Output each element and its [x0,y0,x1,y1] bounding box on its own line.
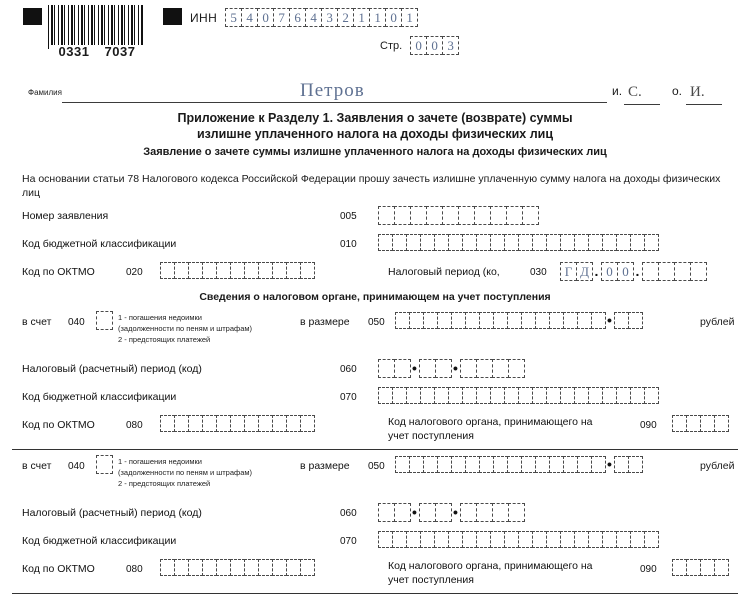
surname-rule [62,102,607,103]
cell[interactable] [630,387,645,404]
cell[interactable]: 1 [353,8,370,27]
cell[interactable] [535,456,550,473]
cell[interactable] [476,234,491,251]
cell[interactable] [476,387,491,404]
cell[interactable] [462,387,477,404]
cell[interactable] [476,531,491,548]
cell[interactable] [506,206,523,225]
section-header: Сведения о налоговом органе, принимающем на учет поступления [199,291,551,303]
cell[interactable] [451,456,466,473]
first-initial-value[interactable]: С. [628,84,642,100]
cell[interactable]: 6 [289,8,306,27]
cell[interactable] [492,503,509,522]
cell[interactable] [630,531,645,548]
barcode-bars [48,5,143,49]
cell[interactable] [490,206,507,225]
kbk-code: 070 [340,392,357,403]
cell[interactable]: 5 [225,8,242,27]
period-input[interactable] [378,503,524,522]
oktmo-label: Код по ОКТМО [22,563,95,575]
first-initial-label: и. [612,84,623,98]
tax-period-top-code: 030 [530,267,547,278]
cell[interactable] [602,531,617,548]
cell[interactable]: 0 [601,262,618,281]
cell-separator: • [607,456,612,472]
cell[interactable] [423,456,438,473]
inn-input[interactable] [225,8,417,27]
account-hint-line2: (задолженности по пеням и штрафам) [118,468,253,477]
cell[interactable] [378,206,395,225]
cell[interactable] [437,456,452,473]
cell-separator: . [594,263,599,279]
cell[interactable] [420,531,435,548]
cell[interactable] [546,387,561,404]
cell[interactable] [216,559,231,576]
authority-label-line2: учет поступления [388,430,474,442]
cell[interactable]: 4 [241,8,258,27]
cell[interactable]: 0 [617,262,634,281]
cell[interactable] [244,262,259,279]
surname-line [0,80,750,106]
cell[interactable] [532,387,547,404]
kbk-input[interactable] [378,531,658,548]
cell[interactable] [465,456,480,473]
kbk-input[interactable] [378,387,658,404]
cell[interactable] [546,531,561,548]
cell[interactable] [560,234,575,251]
oktmo-top-label: Код по ОКТМО [22,266,95,278]
account-purpose-label: в счет [22,460,52,472]
cell[interactable] [286,415,301,432]
cell[interactable] [549,312,564,329]
amount-code: 050 [368,317,385,328]
cell[interactable] [560,531,575,548]
oktmo-code: 080 [126,420,143,431]
cell[interactable] [300,415,315,432]
cell[interactable]: Г [560,262,577,281]
cell[interactable] [378,387,393,404]
patronymic-initial-rule [686,104,722,105]
cell[interactable] [479,456,494,473]
cell[interactable] [532,531,547,548]
cell[interactable] [591,456,606,473]
cell[interactable] [616,387,631,404]
patronymic-initial-value[interactable]: И. [690,84,705,100]
block-divider [12,449,738,450]
cell[interactable] [395,312,410,329]
cell[interactable] [423,312,438,329]
barcode [48,5,143,59]
cell[interactable] [202,415,217,432]
cell[interactable] [406,531,421,548]
amount-unit-label: рублей [700,316,735,328]
cell[interactable] [518,531,533,548]
oktmo-top-input[interactable] [160,262,314,279]
cell[interactable] [448,531,463,548]
first-initial-rule [624,104,660,105]
barcode-number [51,45,143,58]
cell[interactable]: 1 [401,8,418,27]
cell[interactable] [563,456,578,473]
cell[interactable] [616,234,631,251]
cell[interactable] [535,312,550,329]
cell[interactable] [686,415,701,432]
amount-code: 050 [368,461,385,472]
cell[interactable]: 0 [257,8,274,27]
application-number-input[interactable] [378,206,538,225]
cell[interactable] [244,559,259,576]
cell[interactable] [174,415,189,432]
cell[interactable] [392,234,407,251]
cell[interactable]: 0 [385,8,402,27]
cell[interactable]: 0 [426,36,443,55]
cell[interactable] [409,312,424,329]
cell[interactable] [700,559,715,576]
cell[interactable] [394,206,411,225]
cell[interactable] [714,559,729,576]
cell[interactable] [419,503,436,522]
cell[interactable]: 1 [369,8,386,27]
authority-code: 090 [640,564,657,575]
cell[interactable] [588,234,603,251]
cell[interactable] [588,531,603,548]
cell[interactable] [448,387,463,404]
cell[interactable] [462,234,477,251]
cell[interactable] [437,312,452,329]
barcode-number-right: 7037 [104,44,136,59]
account-hint-line3: 2 - предстоящих платежей [118,479,211,488]
cell[interactable] [476,359,493,378]
account-purpose-input[interactable] [96,311,112,330]
cell[interactable] [493,312,508,329]
cell[interactable] [272,262,287,279]
cell[interactable] [518,234,533,251]
cell[interactable]: 2 [337,8,354,27]
tax-period-top-label: Налоговый период (ко, [388,266,500,278]
kbk-label: Код бюджетной классификации [22,535,177,547]
cell[interactable] [394,503,411,522]
cell[interactable] [406,387,421,404]
page-number-label: Стр. [380,39,403,52]
cell[interactable] [504,234,519,251]
cell[interactable] [434,234,449,251]
cell-separator: • [607,312,612,328]
oktmo-input[interactable] [160,559,314,576]
cell-separator: • [412,504,417,520]
cell[interactable] [672,415,687,432]
cell[interactable] [451,312,466,329]
oktmo-top-code: 020 [126,267,143,278]
cell[interactable]: 3 [321,8,338,27]
cell[interactable] [160,415,175,432]
kbk-top-input[interactable] [378,234,658,251]
oktmo-input[interactable] [160,415,314,432]
cell[interactable] [258,559,273,576]
cell[interactable] [700,415,715,432]
row-kbk-top [0,234,750,256]
application-number-label: Номер заявления [22,210,109,222]
cell[interactable] [602,234,617,251]
cell[interactable] [492,359,509,378]
cell[interactable] [458,206,475,225]
inn-row [190,8,417,27]
cell[interactable] [378,531,393,548]
cell[interactable] [216,262,231,279]
kbk-code: 070 [340,536,357,547]
cell[interactable] [410,206,427,225]
alignment-square-left [23,8,42,25]
cell[interactable] [588,387,603,404]
account-hint-line1: 1 - погашения недоимки [118,457,202,466]
cell-separator: • [453,360,458,376]
cell[interactable] [628,456,643,473]
cell[interactable]: 0 [410,36,427,55]
cell[interactable] [435,503,452,522]
cell[interactable] [216,415,231,432]
cell[interactable]: 4 [305,8,322,27]
cell[interactable] [574,234,589,251]
amount-input[interactable] [395,455,642,474]
page-number-input[interactable] [410,36,458,55]
cell[interactable] [672,559,687,576]
form-header [0,0,750,72]
cell[interactable] [546,234,561,251]
form-title-line2: излишне уплаченного налога на доходы физических лиц [196,127,554,141]
cell[interactable] [394,359,411,378]
cell[interactable] [476,503,493,522]
cell[interactable] [549,456,564,473]
cell[interactable]: 3 [442,36,459,55]
amount-label: в размере [300,460,350,472]
cell-separator: • [453,504,458,520]
inn-label: ИНН [190,10,218,25]
cell[interactable] [409,456,424,473]
cell[interactable] [614,312,629,329]
legal-basis-paragraph: На основании статьи 78 Налогового кодекса Российской Федерации прошу зачесть излишне уплаченную сумму налога на доходы физических лиц [22,173,721,199]
cell[interactable] [286,559,301,576]
cell[interactable] [574,531,589,548]
cell[interactable] [574,387,589,404]
cell[interactable] [420,234,435,251]
cell[interactable] [616,531,631,548]
cell[interactable] [630,234,645,251]
cell-separator: . [635,263,640,279]
period-label: Налоговый (расчетный) период (код) [22,507,202,519]
account-hint-line2: (задолженности по пеням и штрафам) [118,324,253,333]
page-number-row [380,36,458,55]
row-oktmo-top [0,262,750,284]
account-purpose-code: 040 [68,461,85,472]
cell[interactable] [460,503,477,522]
cell[interactable] [508,503,525,522]
cell[interactable] [532,234,547,251]
kbk-label: Код бюджетной классификации [22,391,177,403]
surname-label: Фамилия [28,88,62,97]
cell[interactable] [628,312,643,329]
authority-label-line1: Код налогового органа, принимающего на [388,560,593,572]
oktmo-label: Код по ОКТМО [22,419,95,431]
cell[interactable] [160,559,175,576]
cell[interactable] [465,312,480,329]
amount-unit-label: рублей [700,460,735,472]
cell[interactable] [462,531,477,548]
cell[interactable] [490,531,505,548]
cell[interactable] [300,262,315,279]
cell[interactable] [504,531,519,548]
cell[interactable] [448,234,463,251]
cell[interactable] [244,415,259,432]
tax-period-top-input[interactable] [560,262,706,281]
cell[interactable] [230,415,245,432]
cell[interactable] [96,455,113,474]
authority-code: 090 [640,420,657,431]
amount-input[interactable] [395,311,642,330]
form-title-line1: Приложение к Разделу 1. Заявления о зачете (возврате) суммы [177,111,573,125]
cell[interactable] [674,262,691,281]
cell[interactable] [420,387,435,404]
cell[interactable] [507,312,522,329]
cell[interactable] [272,415,287,432]
authority-input[interactable] [672,415,728,432]
cell[interactable] [378,359,395,378]
period-code: 060 [340,508,357,519]
amount-label: в размере [300,316,350,328]
cell[interactable]: 7 [273,8,290,27]
cell[interactable] [378,234,393,251]
cell[interactable] [474,206,491,225]
account-purpose-code: 040 [68,317,85,328]
cell[interactable] [188,559,203,576]
cell[interactable] [188,415,203,432]
cell[interactable] [202,262,217,279]
application-number-code: 005 [340,211,357,222]
cell[interactable] [493,456,508,473]
cell[interactable]: Д [576,262,593,281]
cell[interactable] [518,387,533,404]
form-subtitle: Заявление о зачете суммы излишне уплаченного налога на доходы физических лиц [143,146,607,158]
cell[interactable] [577,456,592,473]
account-purpose-input[interactable] [96,455,112,474]
cell[interactable] [230,262,245,279]
cell[interactable] [434,387,449,404]
cell[interactable] [258,262,273,279]
period-input[interactable] [378,359,524,378]
cell[interactable] [160,262,175,279]
cell[interactable] [426,206,443,225]
cell[interactable] [460,359,477,378]
cell[interactable] [642,262,659,281]
cell[interactable] [378,503,395,522]
cell[interactable] [434,531,449,548]
cell[interactable] [406,234,421,251]
cell[interactable] [644,387,659,404]
alignment-square-right [163,8,182,25]
cell[interactable] [286,262,301,279]
cell[interactable] [395,456,410,473]
kbk-top-code: 010 [340,239,357,250]
cell[interactable] [714,415,729,432]
cell[interactable] [174,262,189,279]
cell[interactable] [435,359,452,378]
cell[interactable] [442,206,459,225]
cell[interactable] [300,559,315,576]
kbk-top-label: Код бюджетной классификации [22,238,177,250]
cell[interactable] [658,262,675,281]
cell[interactable] [591,312,606,329]
period-label: Налоговый (расчетный) период (код) [22,363,202,375]
barcode-number-left: 0331 [58,44,90,59]
cell[interactable] [521,456,536,473]
cell[interactable] [272,559,287,576]
period-code: 060 [340,364,357,375]
cell[interactable] [614,456,629,473]
cell[interactable] [419,359,436,378]
account-hint-line1: 1 - погашения недоимки [118,313,202,322]
cell[interactable] [96,311,113,330]
cell[interactable] [490,387,505,404]
cell[interactable] [508,359,525,378]
oktmo-code: 080 [126,564,143,575]
authority-label-line2: учет поступления [388,574,474,586]
form-title [0,110,750,142]
cell[interactable] [690,262,707,281]
cell[interactable] [174,559,189,576]
row-application-number [0,206,750,228]
cell[interactable] [563,312,578,329]
cell[interactable] [504,387,519,404]
cell[interactable] [490,234,505,251]
cell[interactable] [686,559,701,576]
cell[interactable] [188,262,203,279]
cell[interactable] [522,206,539,225]
cell[interactable] [644,234,659,251]
cell[interactable] [392,531,407,548]
cell[interactable] [202,559,217,576]
cell[interactable] [392,387,407,404]
cell[interactable] [560,387,575,404]
surname-value[interactable]: Петров [300,80,365,101]
cell[interactable] [644,531,659,548]
authority-label-line1: Код налогового органа, принимающего на [388,416,593,428]
authority-input[interactable] [672,559,728,576]
patronymic-initial-label: о. [672,84,683,98]
cell[interactable] [521,312,536,329]
cell[interactable] [507,456,522,473]
cell[interactable] [479,312,494,329]
cell[interactable] [577,312,592,329]
cell[interactable] [230,559,245,576]
cell[interactable] [258,415,273,432]
cell-separator: • [412,360,417,376]
account-purpose-label: в счет [22,316,52,328]
account-hint-line3: 2 - предстоящих платежей [118,335,211,344]
cell[interactable] [602,387,617,404]
